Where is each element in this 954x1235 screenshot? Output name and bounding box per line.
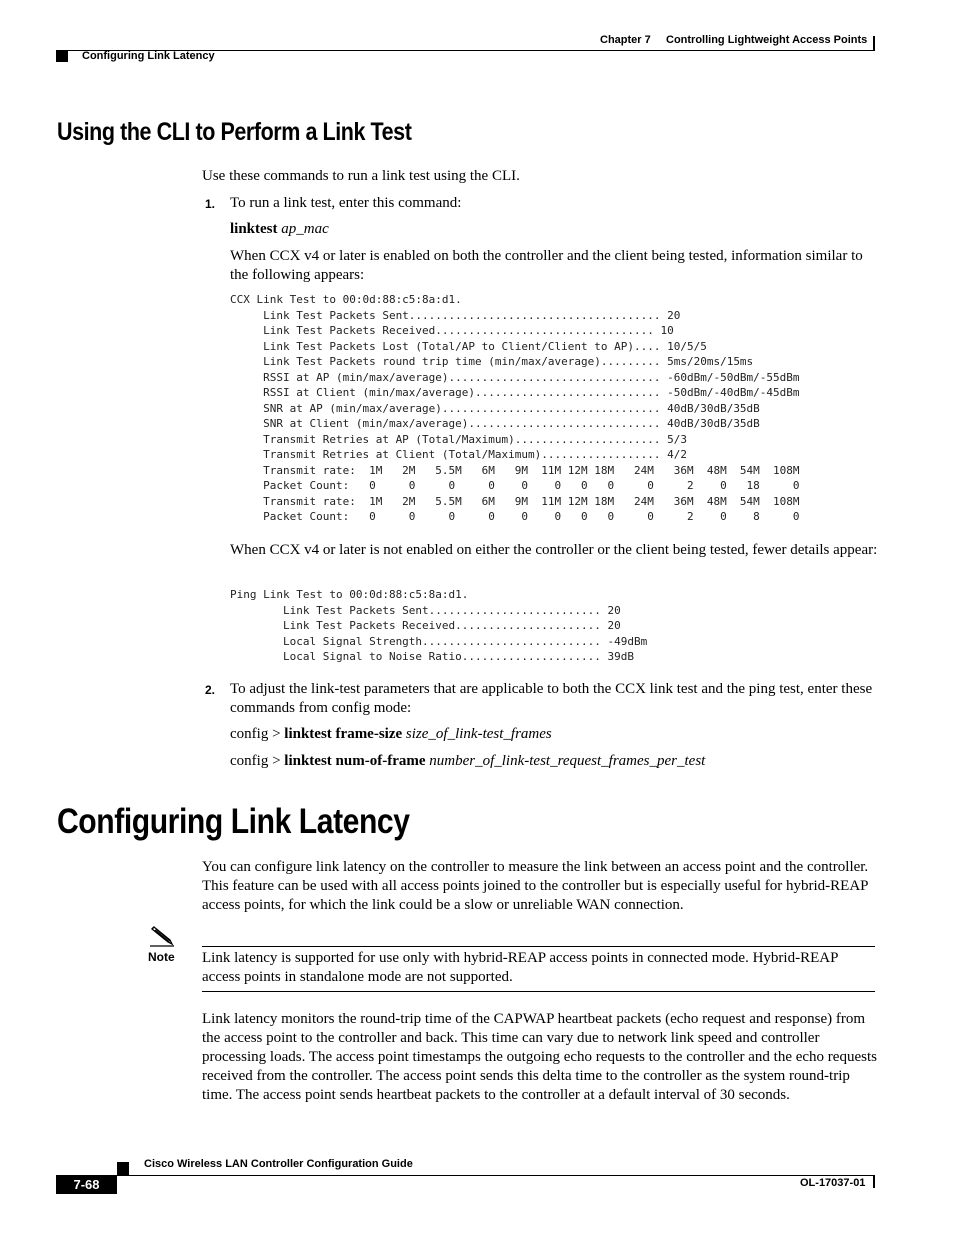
cmd1-arg: size_of_link-test_frames xyxy=(405,726,552,742)
step1-text: To run a link test, enter this command: xyxy=(230,195,462,211)
step1-number: 1. xyxy=(205,197,216,211)
footer-rule xyxy=(56,1175,875,1176)
ping-link-test-output: Ping Link Test to 00:0d:88:c5:8a:d1. Link Test Packets Sent.......................... 20 Link Test Packets Received...................... 20 Local Signal Strength........................... -49dBm Local Signal to Noise Ratio..................... 39dB xyxy=(230,588,648,663)
step2-text: To adjust the link-test parameters that are applicable to both the CCX link test and the ping test, enter these commands from config mode: xyxy=(230,681,873,716)
footer-doc-id: OL-17037-01 xyxy=(800,1177,866,1189)
linktest-command-arg: ap_mac xyxy=(281,221,329,237)
config-frame-size-command xyxy=(230,725,552,744)
header-chapter: Chapter 7 xyxy=(600,34,651,46)
note-pencil-icon xyxy=(148,924,176,953)
ccx-disabled-text: When CCX v4 or later is not enabled on either the controller or the client being tested, fewer details appear: xyxy=(230,542,878,558)
section2-intro: You can configure link latency on the controller to measure the link between an access point and the controller. This feature can be used with all access points joined to the controller but is especially useful for hybrid-REAP access points, for which the link could be a slow or unreliable WAN connection. xyxy=(202,859,869,913)
cmd2-prefix: config > xyxy=(230,753,285,769)
footer-right-bar xyxy=(873,1176,875,1188)
note-bottom-rule xyxy=(202,991,875,992)
header-chapter-title: Controlling Lightweight Access Points xyxy=(666,34,868,46)
header-right-bar xyxy=(873,36,875,50)
cmd1-keyword: linktest frame-size xyxy=(284,726,403,742)
cmd2-arg: number_of_link-test_request_frames_per_test xyxy=(429,753,706,769)
cmd1-prefix: config > xyxy=(230,726,285,742)
page-number: 7-68 xyxy=(56,1175,117,1194)
note-top-rule xyxy=(202,946,875,947)
note-label: Note xyxy=(148,950,175,964)
header-left-block xyxy=(56,51,68,62)
note-text: Link latency is supported for use only with hybrid-REAP access points in connected mode. Hybrid-REAP access points in standalone mode are not supported. xyxy=(202,950,838,985)
section-title-link-latency: Configuring Link Latency xyxy=(57,802,410,841)
linktest-command xyxy=(230,220,329,239)
footer-left-block xyxy=(117,1162,129,1175)
footer-guide-title: Cisco Wireless LAN Controller Configuration Guide xyxy=(144,1158,413,1170)
section1-intro: Use these commands to run a link test using the CLI. xyxy=(202,168,520,184)
config-num-of-frame-command xyxy=(230,752,705,771)
ccx-enabled-text: When CCX v4 or later is enabled on both the controller and the client being tested, information similar to the following appears: xyxy=(230,248,863,283)
section2-body: Link latency monitors the round-trip time of the CAPWAP heartbeat packets (echo request and response) from the access point to the controller and back. This time can vary due to network link speed and controller processing loads. The access point timestamps the outgoing echo requests to the controller and the echo requests received from the controller. The access point sends this delta time to the controller as the system round-trip time. The access point sends heartbeat packets to the controller at a default interval of 30 seconds. xyxy=(202,1011,877,1103)
section-title-link-test: Using the CLI to Perform a Link Test xyxy=(57,118,412,146)
step2-number: 2. xyxy=(205,683,216,697)
linktest-command-keyword: linktest xyxy=(230,221,278,237)
cmd2-keyword: linktest num-of-frame xyxy=(284,753,426,769)
header-section: Configuring Link Latency xyxy=(82,50,215,62)
ccx-link-test-output: CCX Link Test to 00:0d:88:c5:8a:d1. Link Test Packets Sent...................................... 20 Link Test Packets Received................................. 10 Link Test Packets Lost (Total/AP to Client/Client to AP).... 10/5/5 Link Test Packets round trip time (min/max/average)......... 5ms/20ms/15ms RSSI at AP (min/max/average)................................ -60dBm/-50dBm/-55dBm RSSI at Client (min/max/average)............................ -50dBm/-40dBm/-45dBm SNR at AP (min/max/average)................................. 40dB/30dB/35dB SNR at Client (min/max/average)............................. 40dB/30dB/35dB Transmit Retries at AP (Total/Maximum)...................... 5/3 Transmit Retries at Client (Total/Maximum).................. 4/2 Transmit rate: 1M 2M 5.5M 6M 9M 11M 12M 18M 24M 36M 48M 54M 108M Packet Count: 0 0 0 0 0 0 0 0 0 2 0 18 0 Transmit rate: 1M 2M 5.5M 6M 9M 11M 12M 18M 24M 36M 48M 54M 108M Packet Count: 0 0 0 0 0 0 0 0 0 2 0 8 0 xyxy=(230,293,800,523)
